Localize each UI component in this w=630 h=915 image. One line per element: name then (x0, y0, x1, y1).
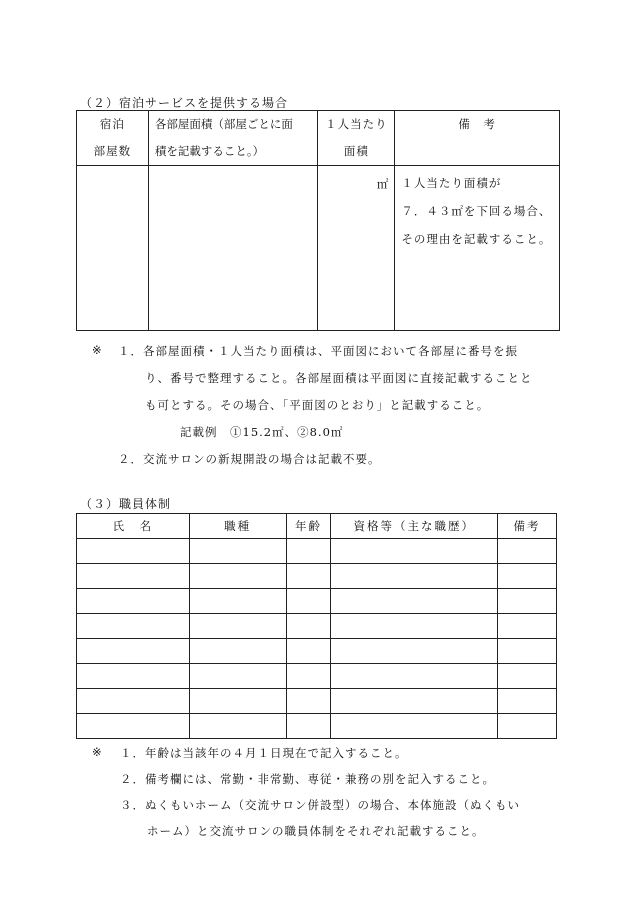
staff-cell[interactable] (189, 589, 286, 614)
unit-label: ㎡ (376, 177, 389, 191)
staff-note-1: １．年齢は当該年の４月１日現在で記入すること。 (120, 746, 408, 760)
header-rooms: 宿泊 部屋数 (77, 111, 149, 166)
staff-cell[interactable] (286, 714, 331, 739)
staff-cell[interactable] (331, 689, 498, 714)
note-2: ２．交流サロンの新規開設の場合は記載不要。 (118, 452, 381, 466)
staff-cell[interactable] (331, 664, 498, 689)
rooms-cell[interactable] (77, 166, 149, 331)
header-name: 氏 名 (77, 514, 190, 539)
staff-cell[interactable] (77, 614, 190, 639)
staff-cell[interactable] (77, 539, 190, 564)
note-example: 記載例 ①15.2㎡、②8.0㎡ (180, 425, 344, 439)
remarks-line: その理由を記載すること。 (401, 232, 552, 246)
staff-cell[interactable] (189, 639, 286, 664)
staff-cell[interactable] (77, 564, 190, 589)
staff-cell[interactable] (77, 714, 190, 739)
remarks-cell[interactable] (395, 166, 560, 331)
header-remarks: 備考 (498, 514, 557, 539)
staff-cell[interactable] (189, 564, 286, 589)
header-qualifications: 資格等（主な職歴） (331, 514, 498, 539)
note-mark: ※ (92, 343, 103, 357)
staff-cell[interactable] (331, 539, 498, 564)
staff-cell[interactable] (498, 639, 557, 664)
staff-note-3-line-1: ３．ぬくもいホーム（交流サロン併設型）の場合、本体施設（ぬくもい (120, 798, 520, 812)
section2-title: （２）宿泊サービスを提供する場合 (80, 96, 289, 110)
staff-cell[interactable] (498, 564, 557, 589)
note-1-line-3: も可とする。その場合、「平面図のとおり」と記載すること。 (145, 398, 490, 412)
staff-cell[interactable] (498, 689, 557, 714)
staff-note-mark: ※ (92, 745, 103, 759)
lodging-table (76, 110, 560, 331)
staff-cell[interactable] (77, 639, 190, 664)
staff-cell[interactable] (77, 664, 190, 689)
staff-cell[interactable] (498, 714, 557, 739)
staff-cell[interactable] (331, 589, 498, 614)
staff-cell[interactable] (77, 689, 190, 714)
staff-cell[interactable] (331, 614, 498, 639)
staff-cell[interactable] (498, 539, 557, 564)
remarks-line: １人当たり面積が (401, 176, 502, 190)
staff-cell[interactable] (331, 564, 498, 589)
header-per-person-area: １人当たり 面積 (318, 111, 395, 166)
staff-cell[interactable] (286, 689, 331, 714)
header-job-type: 職種 (189, 514, 286, 539)
room-area-cell[interactable] (148, 166, 318, 331)
staff-cell[interactable] (498, 589, 557, 614)
staff-cell[interactable] (498, 664, 557, 689)
staff-note-3-line-2: ホーム）と交流サロンの職員体制をそれぞれ記載すること。 (147, 824, 485, 838)
per-person-area-cell[interactable] (318, 166, 395, 331)
staff-cell[interactable] (189, 689, 286, 714)
staff-cell[interactable] (77, 589, 190, 614)
staff-cell[interactable] (189, 714, 286, 739)
staff-cell[interactable] (189, 539, 286, 564)
remarks-line: ７．４３㎡を下回る場合、 (401, 204, 552, 218)
header-room-area: 各部屋面積（部屋ごとに面 積を記載すること。） (148, 111, 318, 166)
staff-table (76, 513, 557, 739)
staff-cell[interactable] (286, 564, 331, 589)
section3-title: （３）職員体制 (80, 497, 172, 511)
staff-note-2: ２．備考欄には、常勤・非常勤、専従・兼務の別を記入すること。 (120, 772, 495, 786)
staff-cell[interactable] (331, 714, 498, 739)
header-age: 年齢 (286, 514, 331, 539)
staff-cell[interactable] (189, 614, 286, 639)
header-remarks: 備 考 (395, 111, 560, 166)
staff-cell[interactable] (286, 539, 331, 564)
staff-cell[interactable] (331, 639, 498, 664)
note-1-line-2: り、番号で整理すること。各部屋面積は平面図に直接記載することと (145, 371, 533, 385)
staff-cell[interactable] (286, 589, 331, 614)
staff-cell[interactable] (286, 614, 331, 639)
staff-cell[interactable] (286, 639, 331, 664)
staff-cell[interactable] (498, 614, 557, 639)
staff-cell[interactable] (286, 664, 331, 689)
staff-cell[interactable] (189, 664, 286, 689)
note-1-line-1: １．各部屋面積・１人当たり面積は、平面図において各部屋に番号を振 (118, 344, 518, 358)
